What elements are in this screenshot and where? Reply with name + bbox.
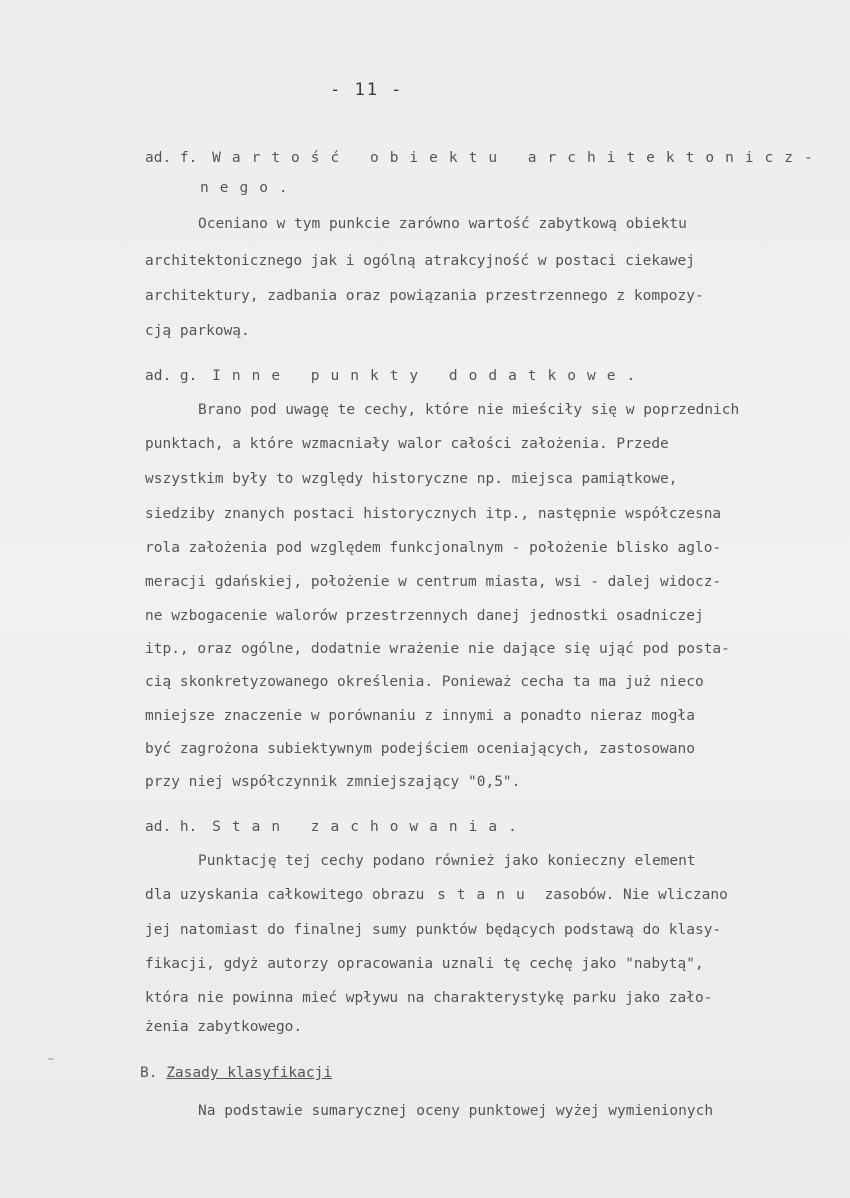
section-b-title: Zasady klasyfikacji xyxy=(166,1065,333,1081)
section-b-heading xyxy=(140,1065,332,1081)
paragraph-line: cią skonkretyzowanego określenia. Ponieważ cecha ta ma już nieco xyxy=(145,674,704,690)
paragraph-line: siedziby znanych postaci historycznych itp., następnie współczesna xyxy=(145,506,722,522)
page-number: - 11 - xyxy=(330,80,404,100)
section-f-title: Wartość obiektu architektonicz- xyxy=(212,150,824,166)
paragraph-line: Na podstawie sumarycznej oceny punktowej wyżej wymienionych xyxy=(198,1103,714,1119)
paragraph-line: przy niej współczynnik zmniejszający "0,5". xyxy=(145,774,521,790)
paragraph-line: cją parkową. xyxy=(145,323,250,339)
section-f-heading xyxy=(145,150,824,166)
emphasized-word: stanu xyxy=(437,887,536,903)
paragraph-line: rola założenia pod względem funkcjonalnym - położenie blisko aglo- xyxy=(145,540,722,556)
paragraph-line: fikacji, gdyż autorzy opracowania uznali tę cechę jako "nabytą", xyxy=(145,956,704,972)
paragraph-text: zasobów. Nie wliczano xyxy=(544,887,728,903)
paragraph-line: mniejsze znaczenie w porównaniu z innymi a ponadto nieraz mogła xyxy=(145,708,695,724)
paragraph-line: itp., oraz ogólne, dodatnie wrażenie nie dające się ująć pod posta- xyxy=(145,641,730,657)
scan-speck xyxy=(48,1058,54,1060)
paragraph-line: meracji gdańskiej, położenie w centrum miasta, wsi - dalej widocz- xyxy=(145,574,722,590)
section-f-title-cont: nego. xyxy=(200,180,299,196)
paragraph-line: żenia zabytkowego. xyxy=(145,1019,303,1035)
section-g-heading xyxy=(145,368,646,384)
paragraph-line: wszystkim były to względy historyczne np. miejsca pamiątkowe, xyxy=(145,471,678,487)
paragraph-line: Oceniano w tym punkcie zarówno wartość zabytkową obiektu xyxy=(198,216,687,232)
paragraph-line: Brano pod uwagę te cechy, które nie mieściły się w poprzednich xyxy=(198,402,740,418)
section-f-marker: ad. f. xyxy=(145,150,198,166)
paragraph-line: jej natomiast do finalnej sumy punktów będących podstawą do klasy- xyxy=(145,922,722,938)
section-g-title: Inne punkty dodatkowe. xyxy=(212,368,647,384)
paragraph-line: Punktację tej cechy podano również jako konieczny element xyxy=(198,853,696,869)
paragraph-line: która nie powinna mieć wpływu na charakterystykę parku jako zało- xyxy=(145,990,713,1006)
section-g-marker: ad. g. xyxy=(145,368,198,384)
paragraph-line: architektury, zadbania oraz powiązania przestrzennego z kompozy- xyxy=(145,288,704,304)
paragraph-line: ne wzbogacenie walorów przestrzennych danej jednostki osadniczej xyxy=(145,608,704,624)
section-h-heading xyxy=(145,819,528,835)
section-b-marker: B. xyxy=(140,1065,158,1081)
paragraph-line: architektonicznego jak i ogólną atrakcyjność w postaci ciekawej xyxy=(145,253,695,269)
section-h-title: Stan zachowania. xyxy=(212,819,528,835)
section-h-marker: ad. h. xyxy=(145,819,198,835)
paragraph-line-mixed xyxy=(145,887,728,903)
paragraph-text: dla uzyskania całkowitego obrazu xyxy=(145,887,425,903)
paragraph-line: punktach, a które wzmacniały walor całości założenia. Przede xyxy=(145,436,669,452)
paragraph-line: być zagrożona subiektywnym podejściem oceniających, zastosowano xyxy=(145,741,695,757)
